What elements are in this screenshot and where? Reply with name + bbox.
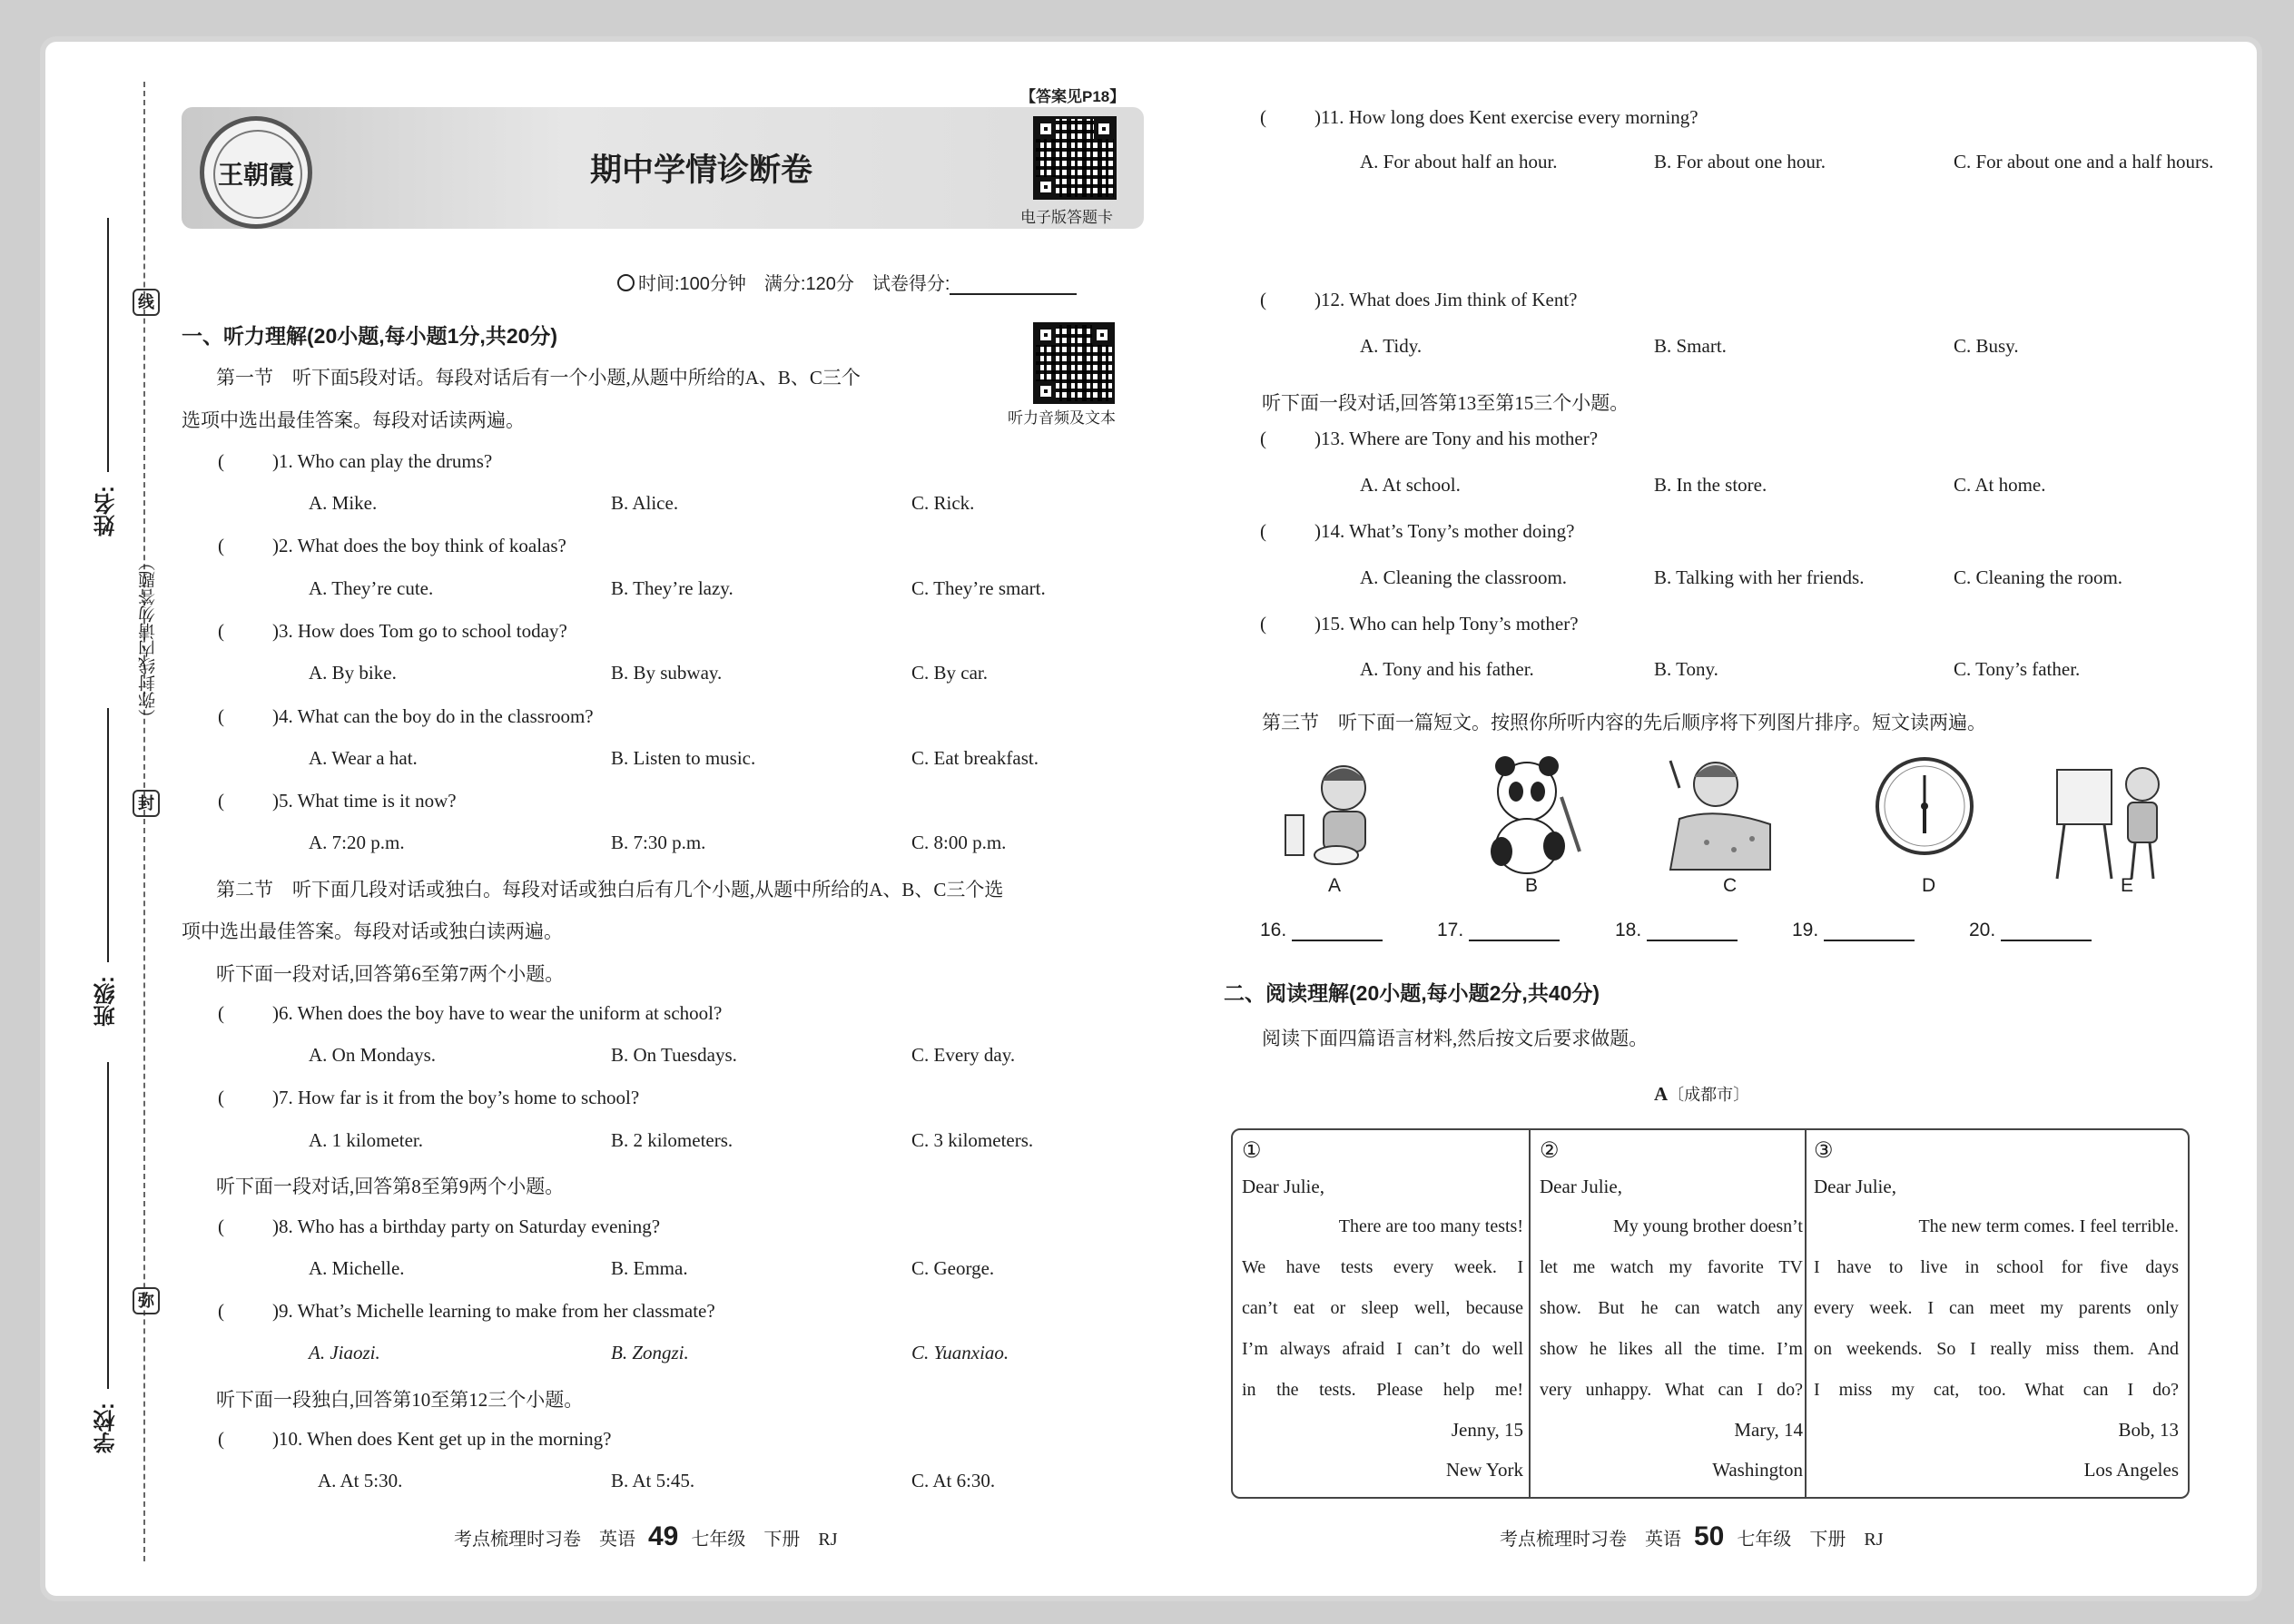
letter-line: every week. I can meet my parents only xyxy=(1814,1298,2179,1318)
answer-paren[interactable]: ( xyxy=(218,1087,224,1108)
letter-line: I miss my cat, too. What can I do? xyxy=(1814,1380,2179,1400)
picture-label-a: A xyxy=(1328,875,1342,896)
question-text: )14. What’s Tony’s mother doing? xyxy=(1314,520,1575,542)
footer-right xyxy=(1500,1521,1884,1552)
table-divider-2 xyxy=(1805,1130,1807,1497)
option-b[interactable]: B. At 5:45. xyxy=(611,1470,695,1491)
letter-line: on weekends. So I really miss them. And xyxy=(1814,1339,2179,1359)
footer-right-series: 考点梳理时习卷 英语 xyxy=(1500,1530,1681,1550)
answer-blank[interactable] xyxy=(1969,920,2092,941)
option-b[interactable]: B. On Tuesdays. xyxy=(611,1044,737,1066)
intro-10-12: 听下面一段独白,回答第10至第12三个小题。 xyxy=(216,1389,584,1411)
question-text: )11. How long does Kent exercise every morning? xyxy=(1314,106,1698,128)
letter-table xyxy=(1231,1128,2190,1499)
blank-line[interactable] xyxy=(1824,920,1915,941)
picture-d-clock xyxy=(1877,759,1972,853)
seal-note: （弥封线内请勿答题） xyxy=(139,554,158,726)
option-c[interactable]: C. For about one and a half hours. xyxy=(1954,151,2214,172)
page-number-right: 50 xyxy=(1694,1521,1725,1551)
option-c[interactable]: C. Every day. xyxy=(911,1044,1016,1066)
answer-ref: 【答案见P18】 xyxy=(1020,88,1126,105)
part1-heading: 一、听力理解(20小题,每小题1分,共20分) xyxy=(182,324,558,348)
answer-paren[interactable]: ( xyxy=(218,1002,224,1024)
blank-number: 20. xyxy=(1969,920,1996,940)
question-text: )9. What’s Michelle learning to make from her classmate? xyxy=(272,1300,715,1322)
question-text: )10. When does Kent get up in the morning? xyxy=(272,1428,612,1450)
part2-intro: 阅读下面四篇语言材料,然后按文后要求做题。 xyxy=(1262,1028,1649,1049)
name-label: 姓名: xyxy=(94,486,119,536)
score-blank[interactable] xyxy=(950,273,1077,295)
answer-paren[interactable]: ( xyxy=(1260,613,1266,635)
letter-line: I’m always afraid I can’t do well xyxy=(1242,1339,1523,1359)
option-a[interactable]: A. They’re cute. xyxy=(309,577,434,599)
seal-mark-feng: 封 xyxy=(133,790,160,817)
option-a[interactable]: A. Michelle. xyxy=(309,1257,405,1279)
blank-number: 17. xyxy=(1437,920,1464,940)
picture-c-boy-waking xyxy=(1670,761,1770,870)
letter-line: show he likes all the time. I’m xyxy=(1540,1339,1803,1359)
answer-paren[interactable]: ( xyxy=(218,620,224,642)
exam-info xyxy=(617,269,1077,295)
option-c[interactable]: C. By car. xyxy=(911,662,988,684)
option-a[interactable]: A. 7:20 p.m. xyxy=(309,832,405,853)
answer-blank[interactable] xyxy=(1615,920,1738,941)
answer-paren[interactable]: ( xyxy=(218,450,224,472)
question-text: )8. Who has a birthday party on Saturday evening? xyxy=(272,1216,661,1237)
question-text: )12. What does Jim think of Kent? xyxy=(1314,289,1578,310)
answer-blank[interactable] xyxy=(1260,920,1383,941)
passage-label: A xyxy=(1654,1083,1669,1105)
question-row xyxy=(1260,428,1598,450)
binding-strip xyxy=(54,82,163,1570)
picture-b-panda xyxy=(1491,756,1580,873)
option-a[interactable]: A. 1 kilometer. xyxy=(309,1129,423,1151)
sec2-line2: 项中选出最佳答案。每段对话或独白读两遍。 xyxy=(182,920,563,942)
letter-place: Los Angeles xyxy=(2083,1459,2179,1481)
intro-6-7: 听下面一段对话,回答第6至第7两个小题。 xyxy=(216,963,565,985)
option-a[interactable]: A. Jiaozi. xyxy=(309,1342,380,1363)
picture-illustrations xyxy=(1271,752,2179,888)
footer-left xyxy=(454,1521,838,1552)
blank-line[interactable] xyxy=(1469,920,1560,941)
letter-line: let me watch my favorite TV xyxy=(1540,1257,1803,1277)
letter-line: very unhappy. What can I do? xyxy=(1540,1380,1803,1400)
answer-paren[interactable]: ( xyxy=(218,1300,224,1322)
option-c[interactable]: C. George. xyxy=(911,1257,995,1279)
picture-label-c: C xyxy=(1723,875,1738,896)
letter-line: in the tests. Please help me! xyxy=(1242,1380,1523,1400)
picture-label-d: D xyxy=(1922,875,1936,896)
footer-left-series: 考点梳理时习卷 英语 xyxy=(454,1530,635,1550)
question-text: )1. Who can play the drums? xyxy=(272,450,493,472)
part2-heading: 二、阅读理解(20小题,每小题2分,共40分) xyxy=(1224,981,1600,1005)
question-text: )4. What can the boy do in the classroom? xyxy=(272,705,594,727)
class-label: 班级: xyxy=(94,976,119,1027)
table-divider-1 xyxy=(1529,1130,1531,1497)
letter-signature: Mary, 14 xyxy=(1734,1419,1803,1441)
class-field-line[interactable] xyxy=(107,708,109,962)
answer-card-qr[interactable] xyxy=(1033,116,1117,200)
question-row xyxy=(1260,289,1577,311)
picture-a-boy-drinking xyxy=(1285,766,1365,864)
answer-paren[interactable]: ( xyxy=(218,705,224,727)
option-b[interactable]: B. Emma. xyxy=(611,1257,688,1279)
option-b[interactable]: B. Listen to music. xyxy=(611,747,756,769)
question-row xyxy=(218,450,492,473)
option-a[interactable]: A. Tony and his father. xyxy=(1360,658,1534,680)
letter-number: ③ xyxy=(1814,1139,1834,1163)
option-b[interactable]: B. They’re lazy. xyxy=(611,577,733,599)
audio-qr-caption: 听力音频及文本 xyxy=(1008,409,1116,427)
option-c[interactable]: C. Cleaning the room. xyxy=(1954,566,2123,588)
letter-line: My young brother doesn’t xyxy=(1612,1216,1803,1236)
question-row xyxy=(218,1087,639,1109)
letter-signature: Bob, 13 xyxy=(2118,1419,2179,1441)
footer-right-grade: 七年级 下册 RJ xyxy=(1737,1530,1884,1550)
option-b[interactable]: B. Zongzi. xyxy=(611,1342,689,1363)
question-row xyxy=(1260,520,1574,543)
seal-mark-xian: 线 xyxy=(133,289,160,316)
passage-source: 〔成都市〕 xyxy=(1668,1086,1750,1104)
option-c[interactable]: C. Rick. xyxy=(911,492,975,514)
footer-left-grade: 七年级 下册 RJ xyxy=(691,1530,838,1550)
letter-line: show. But he can watch any xyxy=(1540,1298,1803,1318)
question-text: )13. Where are Tony and his mother? xyxy=(1314,428,1599,449)
letter-line: We have tests every week. I xyxy=(1242,1257,1523,1277)
option-b[interactable]: B. 2 kilometers. xyxy=(611,1129,733,1151)
letter-place: New York xyxy=(1445,1459,1523,1481)
question-text: )3. How does Tom go to school today? xyxy=(272,620,567,642)
question-row xyxy=(218,705,594,728)
audio-qr[interactable] xyxy=(1033,322,1115,404)
school-field-line[interactable] xyxy=(107,1062,109,1389)
option-b[interactable]: B. For about one hour. xyxy=(1654,151,1826,172)
answer-paren[interactable]: ( xyxy=(1260,428,1266,449)
option-a[interactable]: A. For about half an hour. xyxy=(1360,151,1558,172)
question-row xyxy=(218,1300,715,1323)
option-a[interactable]: A. By bike. xyxy=(309,662,397,684)
option-c[interactable]: C. At home. xyxy=(1954,474,2046,496)
picture-e-boy-painting xyxy=(2057,768,2159,879)
logo xyxy=(200,116,312,229)
question-row xyxy=(1260,613,1579,635)
blank-number: 18. xyxy=(1615,920,1642,940)
question-text: )15. Who can help Tony’s mother? xyxy=(1314,613,1579,635)
sec3-text: 第三节 听下面一篇短文。按照你所听内容的先后顺序将下列图片排序。短文读两遍。 xyxy=(1262,712,1986,733)
letter-line: There are too many tests! xyxy=(1338,1216,1523,1236)
seal-mark-mi: 弥 xyxy=(133,1287,160,1314)
answer-paren[interactable]: ( xyxy=(218,1216,224,1237)
page-number-left: 49 xyxy=(648,1521,679,1551)
answer-paren[interactable]: ( xyxy=(1260,520,1266,542)
sec1-line2: 选项中选出最佳答案。每段对话读两遍。 xyxy=(182,409,525,431)
logo-text: 王朝霞 xyxy=(217,160,294,190)
option-b[interactable]: B. Tony. xyxy=(1654,658,1718,680)
question-row xyxy=(218,1002,722,1025)
clock-icon xyxy=(617,274,635,291)
answer-paren[interactable]: ( xyxy=(218,535,224,556)
option-b[interactable]: B. Talking with her friends. xyxy=(1654,566,1865,588)
question-text: )2. What does the boy think of koalas? xyxy=(272,535,566,556)
option-b[interactable]: B. By subway. xyxy=(611,662,723,684)
picture-label-b: B xyxy=(1525,875,1539,896)
blank-number: 19. xyxy=(1792,920,1819,940)
exam-info-text: 时间:100分钟 满分:120分 试卷得分: xyxy=(638,274,950,294)
option-c[interactable]: C. Tony’s father. xyxy=(1954,658,2081,680)
question-text: )7. How far is it from the boy’s home to school? xyxy=(272,1087,640,1108)
option-a[interactable]: A. At school. xyxy=(1360,474,1461,496)
question-row xyxy=(218,620,567,643)
blank-line[interactable] xyxy=(1292,920,1383,941)
blank-line[interactable] xyxy=(1647,920,1738,941)
letter-line: I have to live in school for five days xyxy=(1814,1257,2179,1277)
option-a[interactable]: A. At 5:30. xyxy=(318,1470,403,1491)
sec1-line1: 第一节 听下面5段对话。每段对话后有一个小题,从题中所给的A、B、C三个 xyxy=(216,367,861,389)
question-row xyxy=(218,1428,611,1451)
letter-signature: Jenny, 15 xyxy=(1451,1419,1523,1441)
blank-line[interactable] xyxy=(2001,920,2092,941)
passage-title xyxy=(1654,1082,1749,1106)
option-c[interactable]: C. 8:00 p.m. xyxy=(911,832,1007,853)
option-a[interactable]: A. Tidy. xyxy=(1360,335,1423,357)
answer-paren[interactable]: ( xyxy=(218,1428,224,1450)
picture-row xyxy=(1271,752,2179,888)
letter-greeting: Dear Julie, xyxy=(1814,1176,1896,1197)
option-c[interactable]: C. 3 kilometers. xyxy=(911,1129,1034,1151)
option-a[interactable]: A. Cleaning the classroom. xyxy=(1360,566,1568,588)
intro-13-15: 听下面一段对话,回答第13至第15三个小题。 xyxy=(1262,392,1629,414)
answer-paren[interactable]: ( xyxy=(1260,106,1266,128)
option-c[interactable]: C. Busy. xyxy=(1954,335,2019,357)
option-b[interactable]: B. 7:30 p.m. xyxy=(611,832,706,853)
page-title: 期中学情诊断卷 xyxy=(590,153,813,188)
question-row xyxy=(218,1216,660,1238)
qr-caption: 电子版答题卡 xyxy=(1020,209,1113,226)
picture-label-e: E xyxy=(2121,875,2134,896)
option-a[interactable]: A. On Mondays. xyxy=(309,1044,436,1066)
letter-number: ① xyxy=(1242,1139,1262,1163)
option-b[interactable]: B. Alice. xyxy=(611,492,679,514)
question-text: )6. When does the boy have to wear the uniform at school? xyxy=(272,1002,723,1024)
question-row xyxy=(1260,106,1698,129)
option-c[interactable]: C. Eat breakfast. xyxy=(911,747,1039,769)
letter-line: can’t eat or sleep well, because xyxy=(1242,1298,1523,1318)
answer-paren[interactable]: ( xyxy=(1260,289,1266,310)
question-row xyxy=(218,790,457,812)
name-field-line[interactable] xyxy=(107,218,109,472)
option-c[interactable]: C. They’re smart. xyxy=(911,577,1046,599)
letter-greeting: Dear Julie, xyxy=(1540,1176,1622,1197)
option-c[interactable]: C. At 6:30. xyxy=(911,1470,996,1491)
blank-number: 16. xyxy=(1260,920,1287,940)
answer-paren[interactable]: ( xyxy=(218,790,224,812)
question-row xyxy=(218,535,566,557)
answer-blank[interactable] xyxy=(1437,920,1560,941)
option-b[interactable]: B. In the store. xyxy=(1654,474,1767,496)
answer-blank[interactable] xyxy=(1792,920,1915,941)
letter-number: ② xyxy=(1540,1139,1560,1163)
letter-greeting: Dear Julie, xyxy=(1242,1176,1324,1197)
letter-place: Washington xyxy=(1712,1459,1803,1481)
question-text: )5. What time is it now? xyxy=(272,790,457,812)
intro-8-9: 听下面一段对话,回答第8至第9两个小题。 xyxy=(216,1176,565,1197)
option-c[interactable]: C. Yuanxiao. xyxy=(911,1342,1009,1363)
option-a[interactable]: A. Mike. xyxy=(309,492,378,514)
school-label: 学校: xyxy=(94,1403,119,1453)
sec2-line1: 第二节 听下面几段对话或独白。每段对话或独白后有几个小题,从题中所给的A、B、C三个选 xyxy=(216,879,1004,901)
option-a[interactable]: A. Wear a hat. xyxy=(309,747,418,769)
option-b[interactable]: B. Smart. xyxy=(1654,335,1727,357)
letter-line: The new term comes. I feel terrible. xyxy=(1918,1216,2179,1236)
